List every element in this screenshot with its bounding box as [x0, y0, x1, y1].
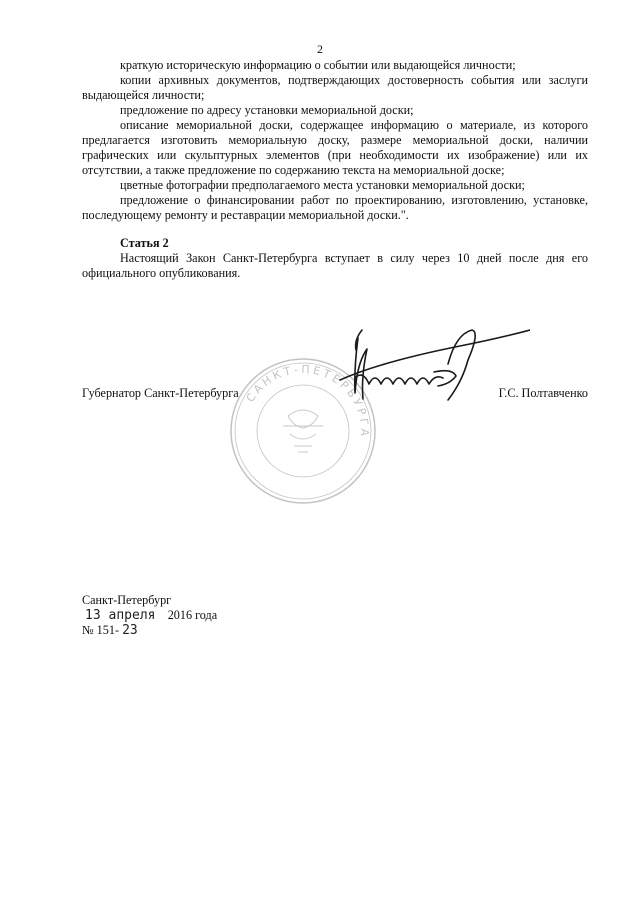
- article-heading: Статья 2: [120, 236, 169, 250]
- paragraph: описание мемориальной доски, содержащее информацию о материале, из которого предлагается изготовить мемориальную доску, размере мемориальной доски, наличии графических или скульптурных элементов (при необходимости их изображение) или их отсутствии, а также предложение по содержанию текста на мемориальной доске;: [82, 118, 588, 177]
- law-number: [82, 623, 217, 638]
- signatory-name: Г.С. Полтавченко: [498, 386, 588, 400]
- handwritten-signature-icon: [300, 318, 530, 413]
- paragraph: цветные фотографии предполагаемого места установки мемориальной доски;: [120, 178, 525, 192]
- paragraph: предложение по адресу установки мемориальной доски;: [120, 103, 414, 117]
- document-body: [82, 58, 588, 281]
- law-number-hand: 23: [122, 623, 138, 638]
- date-day-month: 13 апреля: [85, 608, 156, 623]
- law-number-prefix: № 151-: [82, 623, 120, 637]
- paragraph: краткую историческую информацию о событии или выдающейся личности;: [120, 58, 516, 72]
- paragraph: предложение о финансировании работ по проектированию, изготовлению, установке, последующему ремонту и реставрации мемориальной доски.".: [82, 193, 588, 222]
- signatory-title: Губернатор Санкт-Петербурга: [82, 386, 239, 400]
- city-label: Санкт-Петербург: [82, 593, 172, 607]
- article-text: Настоящий Закон Санкт-Петербурга вступает в силу через 10 дней после дня его официального опубликования.: [82, 251, 588, 280]
- signing-date: [82, 608, 217, 623]
- paragraph: копии архивных документов, подтверждающих достоверность события или заслуги выдающейся личности;: [82, 73, 588, 102]
- document-footer: [82, 593, 217, 638]
- date-year: 2016 года: [167, 608, 218, 622]
- page-number: 2: [317, 42, 323, 56]
- seal-text: САНКТ-ПЕТЕРБУРГА: [243, 362, 372, 440]
